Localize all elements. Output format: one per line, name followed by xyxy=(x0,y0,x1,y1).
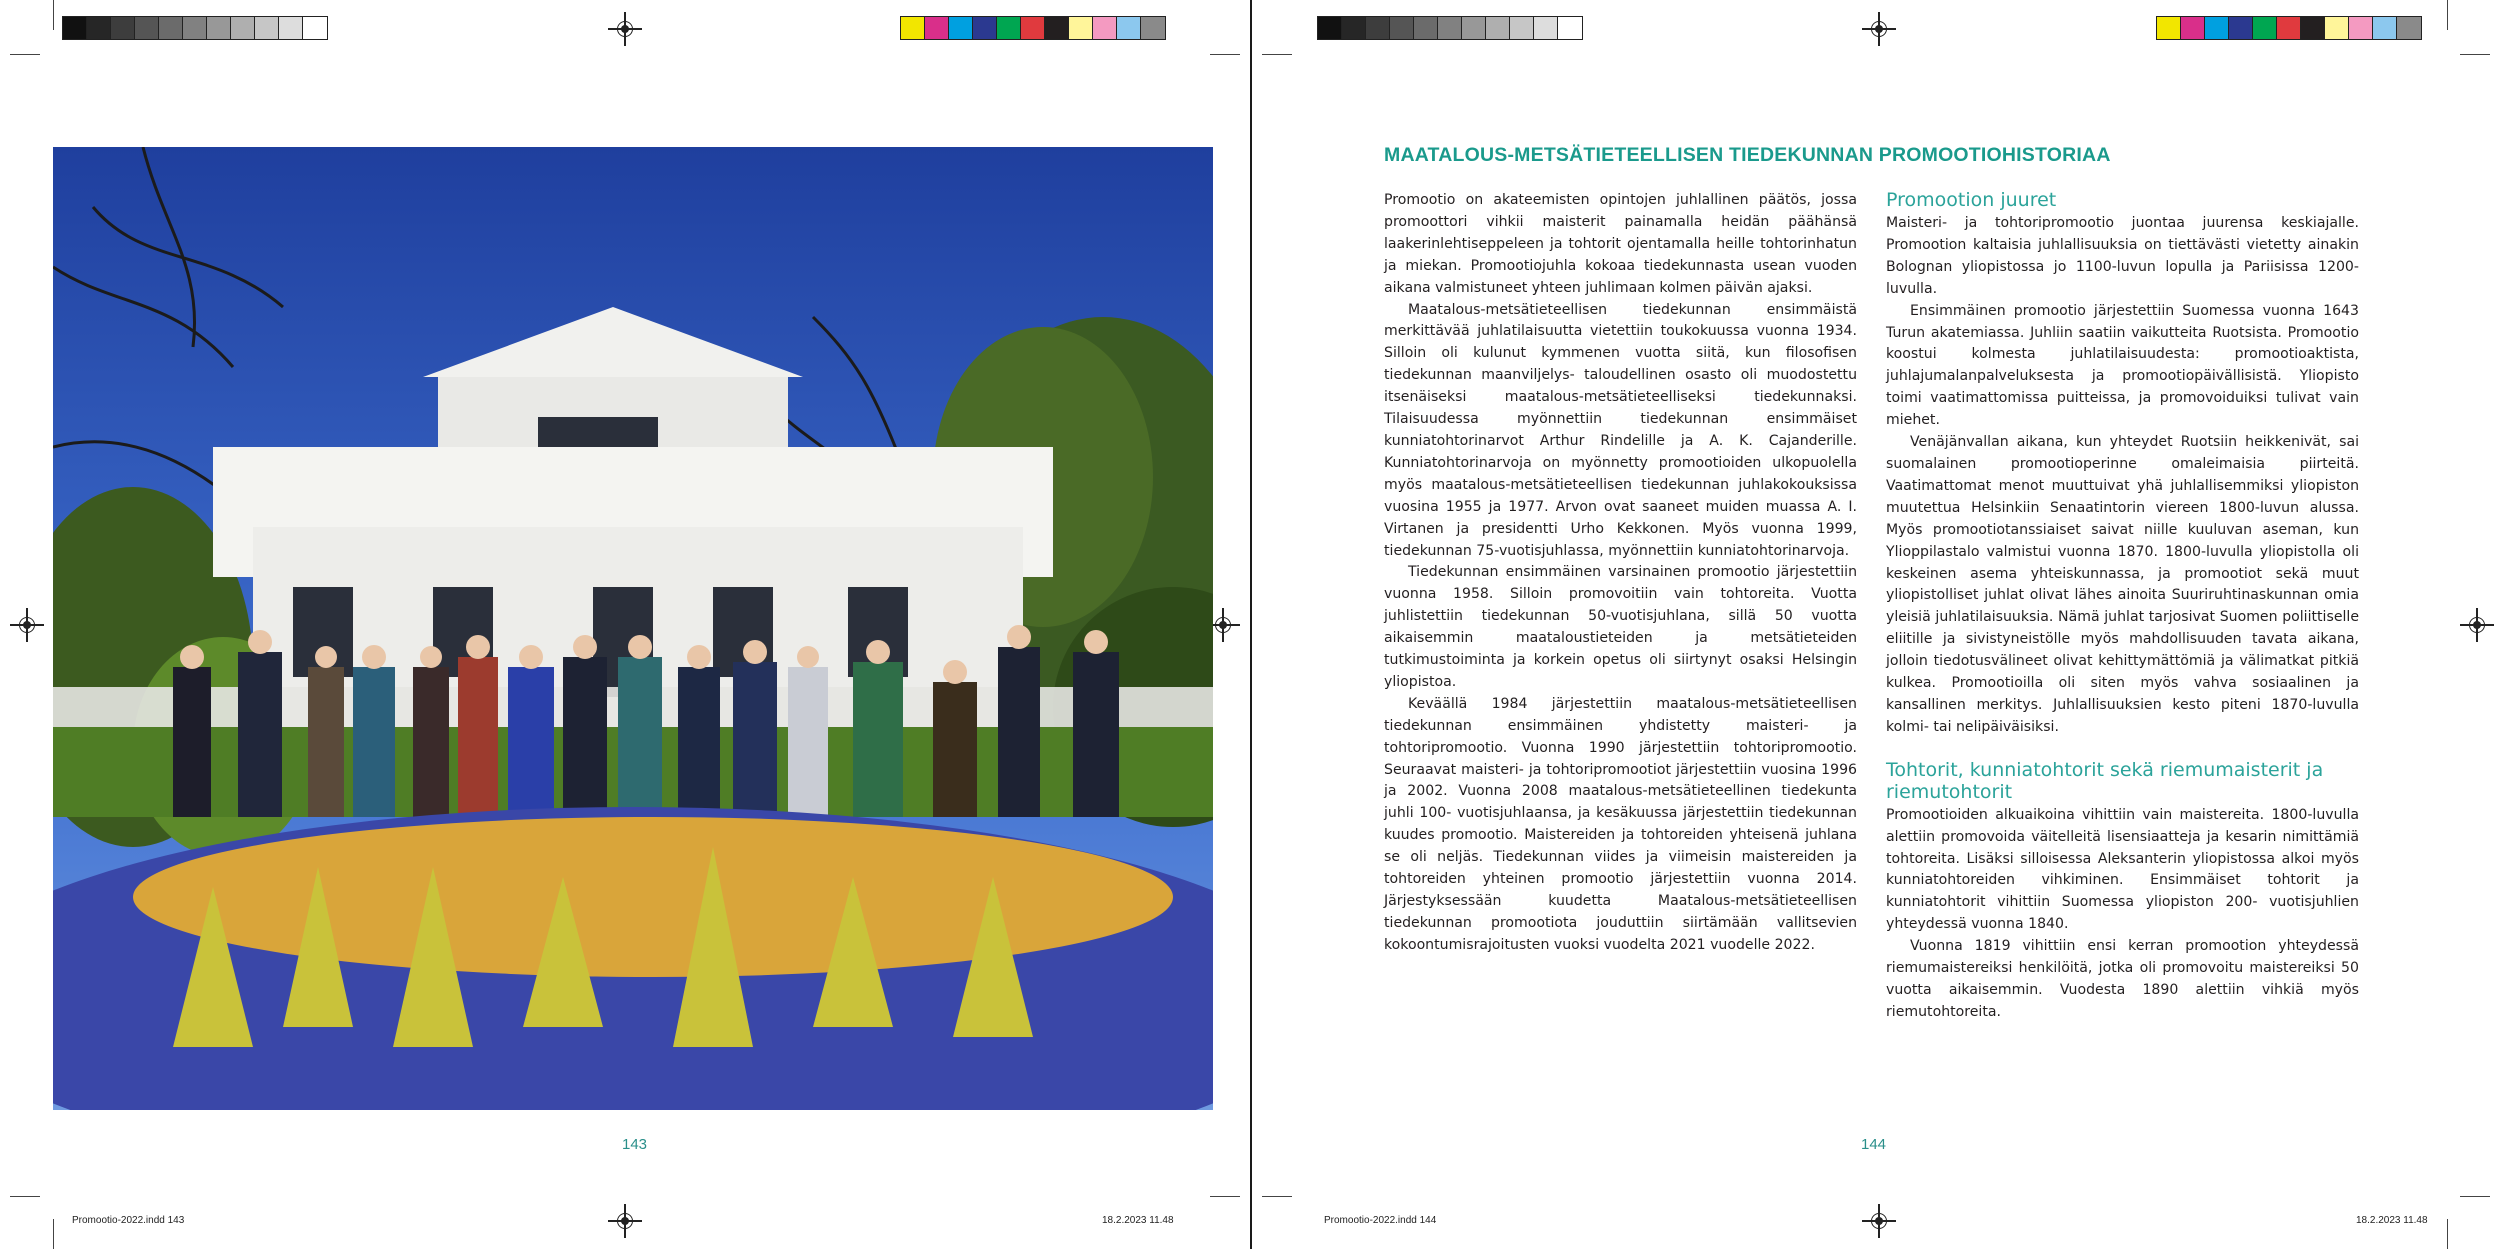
gray-swatch xyxy=(1534,17,1558,39)
crop-mark xyxy=(10,54,40,55)
process-color-bar xyxy=(900,16,1166,40)
registration-mark-icon xyxy=(2466,614,2488,636)
color-swatch xyxy=(2301,17,2325,39)
gray-swatch xyxy=(1414,17,1438,39)
body-paragraph: Promootioiden alkuaikoina vihittiin vain maistereita. 1800-luvulla alettiin promovoida väitelleitä lisensiaatteja ja kesarin nimittämiä tohtoreita. Lisäksi silloisessa Aleksanterin yliopistossa alkoi myös kunniatohtoreiden vihkiminen. Ensimmäiset tohtorit ja kunniatohtorit vihittiin Suomessa yliopiston 200- vuotisjuhlien yhteydessä vuonna 1840. xyxy=(1886,806,2359,933)
crop-mark xyxy=(1262,1196,1292,1197)
color-swatch xyxy=(949,17,973,39)
color-swatch xyxy=(2349,17,2373,39)
body-paragraph: Tiedekunnan ensimmäinen varsinainen promootio järjestettiin vuonna 1958. Silloin promovoitiin vain tohtoreita. Vuotta juhlistettiin tiedekunnan 50-vuotisjuhlana, sillä 50 vuotta aikaisemmin maataloustieteiden ja metsätieteiden tutkimustoiminta ja korkein opetus oli siirtynyt osaksi Helsingin yliopistoa. xyxy=(1384,564,1857,690)
slug-filename: Promootio-2022.indd 143 xyxy=(72,1215,185,1226)
gray-swatch xyxy=(183,17,207,39)
crop-mark xyxy=(10,1196,40,1197)
color-swatch xyxy=(2277,17,2301,39)
text-column-left xyxy=(1384,190,1857,957)
process-color-bar xyxy=(2156,16,2422,40)
color-swatch xyxy=(2253,17,2277,39)
gray-swatch xyxy=(63,17,87,39)
gray-swatch xyxy=(159,17,183,39)
gray-swatch xyxy=(1486,17,1510,39)
color-swatch xyxy=(2229,17,2253,39)
body-paragraph: Maatalous-metsätieteellisen tiedekunnan ensimmäistä merkittävää juhlatilaisuutta vietettiin toukokuussa vuonna 1934. Silloin oli kulunut kymmenen vuotta siitä, kun filosofisen tiedekunnan maanviljelys- taloudellinen osasto oli muodostettu itsenäiseksi maatalous-metsätieteelliseksi tiedekunnaksi. Tilaisuudessa myönnettiin tiedekunnan ensimmäiset kunniatohtorinarvot Arthur Rindelille ja A. K. Cajanderille. Kunniatohtorinarvoja on myönnetty promootioiden ulkopuolella myös maatalous-metsätieteellisen tiedekunnan juhlakokouksissa vuosina 1955 ja 1977. Arvon ovat saaneet muiden muassa A. I. Virtanen ja presidentti Urho Kekkonen. Myös vuonna 1999, tiedekunnan 75-vuotisjuhlassa, myönnettiin kunniatohtorinarvoja. xyxy=(1384,301,1857,559)
registration-mark-icon xyxy=(614,18,636,40)
crop-mark xyxy=(2460,1196,2490,1197)
body-paragraph: Venäjänvallan aikana, kun yhteydet Ruotsiin heikkenivät, sai suomalainen promootioperinne omaleimaisia piirteitä. Vaatimattomat menot muuttuivat yhä juhlallisemmiksi yliopiston muutettua Helsinkiin Senaatintorin viereen 1800-luvun alussa. Myös promootiotanssiaiset saivat niille kuuluvan aseman, kun Ylioppilastalo valmistui vuonna 1870. 1800-luvulla yliopistolla oli keskeinen asema yhteiskunnassa, ja promootiot sekä muut yliopistolliset juhlat olivat lähes ainoita Suuriruhtinaskunnan omia yleisiä juhlatilaisuuksia. Nämä juhlat tarjosivat Suomen poliittiselle eliitille ja sivistyneistölle myös mahdollisuuden tavata aikana, jolloin tiedotusvälineet olivat kehittymättömiä ja välimatkat pitkiä kulkea. Promootioilla oli siten myös vahva sosiaalinen ja kansallinen merkitys. Juhlallisuuksien kesto piteni 1870-luvulla kolmi- tai nelipäiväisiksi. xyxy=(1886,434,2359,735)
body-paragraph: Keväällä 1984 järjestettiin maatalous-metsätieteellisen tiedekunnan ensimmäinen yhdistetty maisteri- ja tohtoripromootio. Vuonna 1990 järjestettiin tohtoripromootio. Seuraavat maisteri- ja tohtoripromootiot järjestettiin vuosina 1996 ja 2002. Vuonna 2008 maatalous-metsätieteellinen tiedekunta juhli 100- vuotisjuhlaansa, ja kesäkuussa järjestettiin tiedekunnan kuudes promootio. Maistereiden ja tohtoreiden yhteisenä juhlana se oli neljäs. Tiedekunnan viides ja viimeisin maistereiden ja tohtoreiden yhteinen promootio järjestettiin vuonna 2014. Järjestyksessään kuudetta Maatalous-metsätieteellisen tiedekunnan promootiota jouduttiin siirtämään vallitsevien kokoontumisrajoitusten vuoksi vuodelta 2021 vuodelle 2022. xyxy=(1384,695,1857,953)
registration-mark-icon xyxy=(1868,18,1890,40)
color-swatch xyxy=(2325,17,2349,39)
body-paragraph: Promootio on akateemisten opintojen juhlallinen päätös, jossa promoottori vihkii maisterit painamalla heidän päähänsä laakerinlehtiseppeleen ja tohtorit ojentamalla heille tohtorinhatun ja miekan. Promootiojuhla kokoaa tiedekunnasta usean vuoden aikana valmistuneet yhteen juhlimaan kolmen päivän ajaksi. xyxy=(1384,192,1857,296)
crop-mark xyxy=(53,1219,54,1249)
crop-mark xyxy=(2460,54,2490,55)
color-swatch xyxy=(1021,17,1045,39)
crop-mark xyxy=(1210,1196,1240,1197)
color-swatch xyxy=(2397,17,2421,39)
gray-swatch xyxy=(255,17,279,39)
color-swatch xyxy=(925,17,949,39)
color-swatch xyxy=(997,17,1021,39)
crop-mark xyxy=(1262,54,1292,55)
body-paragraph: Ensimmäinen promootio järjestettiin Suomessa vuonna 1643 Turun akatemiassa. Juhliin saatiin vaikutteita Ruotsista. Promootio koostui kolmesta juhlatilaisuudesta: promootioaktista, juhlajumalanpalveluksesta ja promootiopäivällisistä. Yliopisto toimi vaatimattomissa puitteissa, ja promovoiduiksi tulivat vain miehet. xyxy=(1886,302,2359,429)
color-swatch xyxy=(2373,17,2397,39)
registration-mark-icon xyxy=(614,1210,636,1232)
gray-swatch xyxy=(1510,17,1534,39)
group-photo-illustration xyxy=(53,147,1213,1110)
gray-swatch xyxy=(135,17,159,39)
crop-mark xyxy=(2447,1219,2448,1249)
registration-mark-icon xyxy=(16,614,38,636)
body-paragraph: Vuonna 1819 vihittiin ensi kerran promootion yhteydessä riemumaistereiksi henkilöitä, jotka oli promovoitu maistereiksi 50 vuotta aikaisemmin. Vuodesta 1890 alettiin vihkiä myös riemutohtoreita. xyxy=(1886,938,2359,1020)
grayscale-color-bar xyxy=(1317,16,1583,40)
group-photo xyxy=(53,147,1213,1110)
registration-mark-icon xyxy=(1212,614,1234,636)
color-swatch xyxy=(1093,17,1117,39)
color-swatch xyxy=(1117,17,1141,39)
page-title: MAATALOUS-METSÄTIETEELLISEN TIEDEKUNNAN PROMOOTIOHISTORIAA xyxy=(1384,144,2111,166)
color-swatch xyxy=(1045,17,1069,39)
gray-swatch xyxy=(1390,17,1414,39)
gray-swatch xyxy=(231,17,255,39)
section-heading: Promootion juuret xyxy=(1886,189,2057,211)
gray-swatch xyxy=(87,17,111,39)
color-swatch xyxy=(1069,17,1093,39)
color-swatch xyxy=(1141,17,1165,39)
gray-swatch xyxy=(111,17,135,39)
section-heading: Tohtorit, kunniatohtorit sekä riemumaisterit ja riemutohtorit xyxy=(1886,758,2324,803)
gray-swatch xyxy=(1558,17,1582,39)
color-swatch xyxy=(2157,17,2181,39)
crop-mark xyxy=(2447,0,2448,30)
color-swatch xyxy=(2205,17,2229,39)
body-paragraph: Maisteri- ja tohtoripromootio juontaa juurensa keskiajalle. Promootion kaltaisia juhlallisuuksia on tiettävästi vietetty ainakin Bolognan yliopistossa jo 1100-luvun lopulla ja Pariisissa 1200-luvulla. xyxy=(1886,215,2359,297)
gray-swatch xyxy=(1438,17,1462,39)
gray-swatch xyxy=(279,17,303,39)
right-page xyxy=(1252,0,2500,1249)
gray-swatch xyxy=(207,17,231,39)
registration-mark-icon xyxy=(1868,1210,1890,1232)
gray-swatch xyxy=(1318,17,1342,39)
slug-date: 18.2.2023 11.48 xyxy=(2356,1215,2428,1226)
gray-swatch xyxy=(303,17,327,39)
page-number: 143 xyxy=(622,1136,648,1153)
color-swatch xyxy=(2181,17,2205,39)
page-number: 144 xyxy=(1861,1136,1887,1153)
color-swatch xyxy=(901,17,925,39)
slug-filename: Promootio-2022.indd 144 xyxy=(1324,1215,1437,1226)
gray-swatch xyxy=(1366,17,1390,39)
gray-swatch xyxy=(1342,17,1366,39)
grayscale-color-bar xyxy=(62,16,328,40)
slug-date: 18.2.2023 11.48 xyxy=(1102,1215,1174,1226)
crop-mark xyxy=(53,0,54,30)
text-column-right xyxy=(1886,189,2359,1024)
color-swatch xyxy=(973,17,997,39)
gray-swatch xyxy=(1462,17,1486,39)
crop-mark xyxy=(1210,54,1240,55)
